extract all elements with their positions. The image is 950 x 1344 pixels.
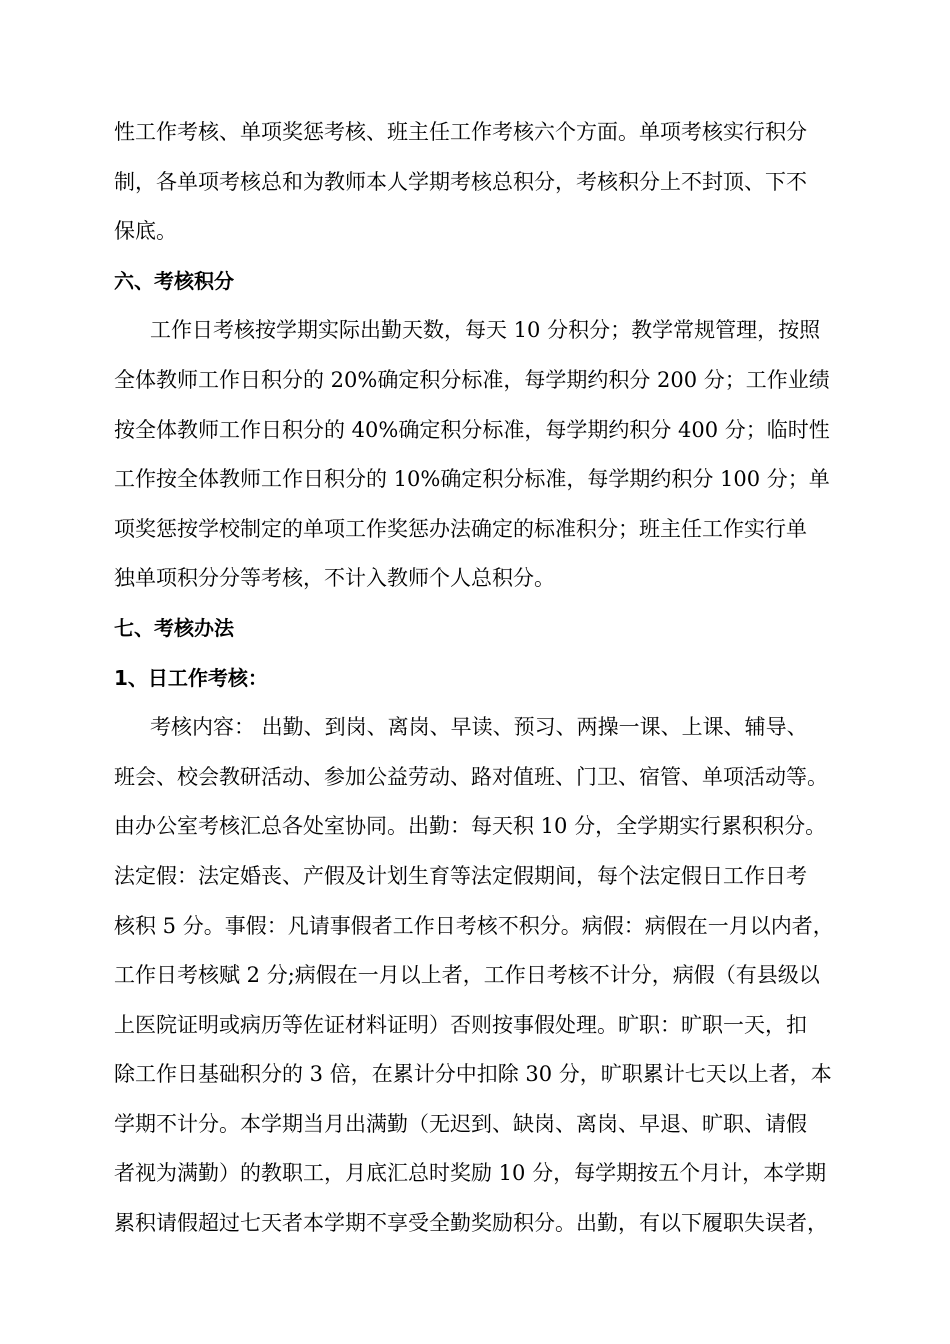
paragraph-intro <box>114 108 874 257</box>
text-line: 除工作日基础积分的 3 倍，在累计分中扣除 30 分，旷职累计七天以上者，本 <box>114 1062 832 1087</box>
text-line: 由办公室考核汇总各处室协同。出勤：每天积 10 分，全学期实行累积积分。 <box>114 814 827 839</box>
text-line: 全体教师工作日积分的 20%确定积分标准，每学期约积分 200 分；工作业绩 <box>114 367 830 392</box>
text-line: 班会、校会教研活动、参加公益劳动、路对值班、门卫、宿管、单项活动等。 <box>114 764 828 789</box>
text-line: 性工作考核、单项奖惩考核、班主任工作考核六个方面。单项考核实行积分 <box>114 120 807 144</box>
paragraph-section-7-1 <box>114 703 874 1249</box>
text-line: 累积请假超过七天者本学期不享受全勤奖励积分。出勤，有以下履职失误者， <box>114 1211 828 1236</box>
text-line: 保底。 <box>114 219 177 244</box>
text-line: 按全体教师工作日积分的 40%确定积分标准，每学期约积分 400 分；临时性 <box>114 417 830 442</box>
text-line: 法定假：法定婚丧、产假及计划生育等法定假期间，每个法定假日工作日考 <box>114 863 807 888</box>
text-line: 核积 5 分。事假：凡请事假者工作日考核不积分。病假：病假在一月以内者， <box>114 913 834 938</box>
text-line: 项奖惩按学校制定的单项工作奖惩办法确定的标准积分；班主任工作实行单 <box>114 516 807 541</box>
text-line: 独单项积分分等考核，不计入教师个人总积分。 <box>114 566 555 591</box>
text-line: 工作日考核赋 2 分;病假在一月以上者，工作日考核不计分，病假（有县级以 <box>114 963 820 988</box>
subsection-heading-7-1: 1、日工作考核： <box>114 665 268 690</box>
text-line: 制，各单项考核总和为教师本人学期考核总积分，考核积分上不封顶、下不 <box>114 169 807 194</box>
text-line: 考核内容： 出勤、到岗、离岗、早读、预习、两操一课、上课、辅导、 <box>150 715 808 740</box>
text-line: 者视为满勤）的教职工，月底汇总时奖励 10 分，每学期按五个月计，本学期 <box>114 1161 827 1186</box>
text-line: 学期不计分。本学期当月出满勤（无迟到、缺岗、离岗、早退、旷职、请假 <box>114 1111 807 1136</box>
text-line: 工作日考核按学期实际出勤天数，每天 10 分积分；教学常规管理，按照 <box>150 318 821 343</box>
section-heading-7: 七、考核办法 <box>114 615 234 640</box>
text-line: 上医院证明或病历等佐证材料证明）否则按事假处理。旷职：旷职一天，扣 <box>114 1012 807 1037</box>
text-line: 工作按全体教师工作日积分的 10%确定积分标准，每学期约积分 100 分；单 <box>114 467 830 492</box>
section-heading-6: 六、考核积分 <box>114 268 234 293</box>
document-body <box>114 108 874 1249</box>
paragraph-section-6 <box>114 306 874 604</box>
